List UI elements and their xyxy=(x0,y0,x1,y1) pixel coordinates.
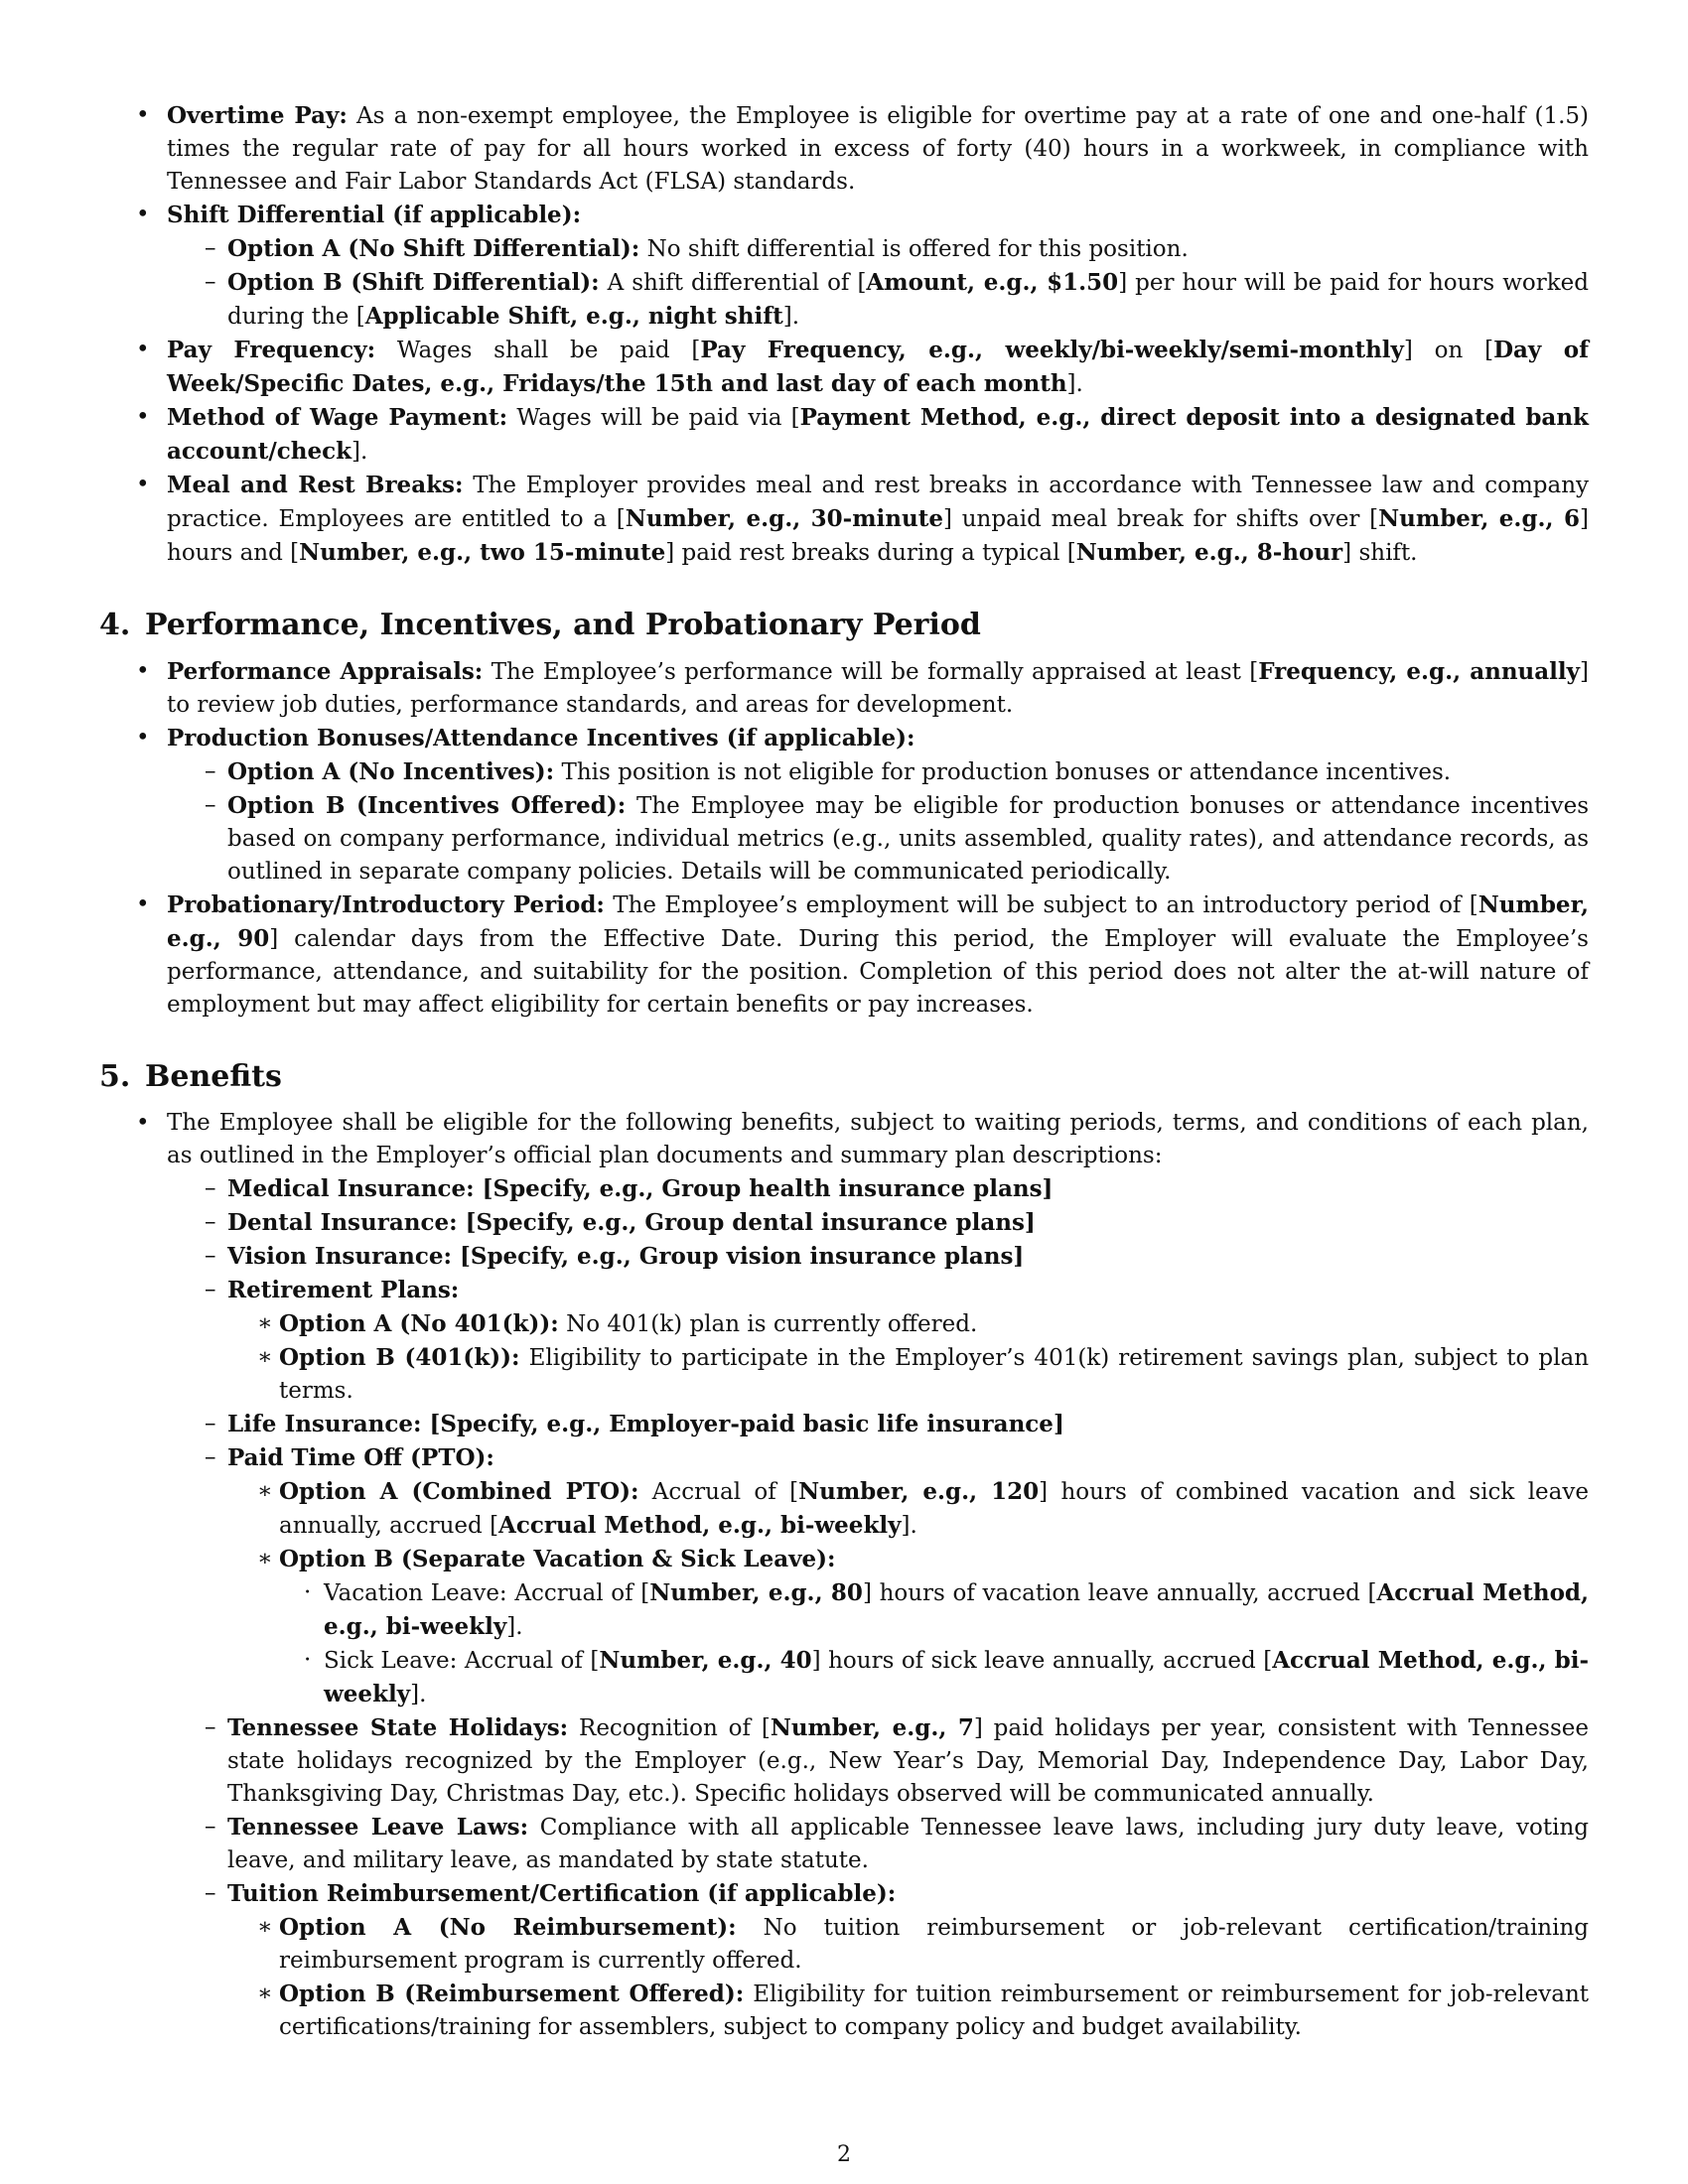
text: ]. xyxy=(782,304,800,330)
placeholder: Number, e.g., 8-hour xyxy=(1075,539,1343,566)
text: ]. xyxy=(901,1513,917,1539)
text: ] paid rest breaks during a typical [ xyxy=(665,540,1076,566)
sick-leave xyxy=(279,1644,1589,1711)
retirement-options xyxy=(227,1307,1589,1408)
shift-opt-a-label: Option A (No Shift Differential): xyxy=(227,235,640,262)
text: ] hours of vacation leave annually, accrued [ xyxy=(862,1580,1377,1606)
text: ]. xyxy=(410,1682,427,1707)
text: Wages will be paid via [ xyxy=(516,405,800,431)
bullet-marker: • xyxy=(136,102,150,128)
dash-marker: – xyxy=(205,758,216,784)
list-item-benefits xyxy=(99,1107,1589,2044)
vacation-leave xyxy=(279,1576,1589,1644)
placeholder: Day of Week/Specific Dates, e.g., Fridays/the 15th and last day of each month xyxy=(167,337,1589,397)
shift-opt-b-label: Option B (Shift Differential): xyxy=(227,269,600,296)
shift-option-a xyxy=(167,232,1589,266)
placeholder: Number, e.g., 30-minute xyxy=(625,505,943,532)
vision-text: Vision Insurance: [Specify, e.g., Group vision insurance plans] xyxy=(227,1243,1025,1270)
dot-marker: · xyxy=(304,1579,312,1605)
bonus-option-a xyxy=(167,755,1589,789)
shift-opt-a-text: No shift differential is offered for this position. xyxy=(646,236,1189,262)
text: ] on [ xyxy=(1403,338,1494,363)
breaks-label: Meal and Rest Breaks: xyxy=(167,472,464,498)
text: A shift differential of [ xyxy=(607,270,867,296)
benefit-tuition xyxy=(167,1877,1589,2044)
tui-opt-b-label: Option B (Reimbursement Offered): xyxy=(279,1980,745,2007)
ret-opt-b-text: Eligibility to participate in the Employer’s 401(k) retirement savings plan, subject to plan terms. xyxy=(279,1345,1590,1404)
bonus-label: Production Bonuses/Attendance Incentives (if applicable): xyxy=(167,725,915,751)
pto-label: Paid Time Off (PTO): xyxy=(227,1444,494,1471)
bonus-opt-a-text: This position is not eligible for production bonuses or attendance incentives. xyxy=(561,759,1452,785)
benefit-medical xyxy=(167,1172,1589,1206)
benefits-list xyxy=(99,1107,1589,2044)
dash-marker: – xyxy=(205,1243,216,1269)
dash-marker: – xyxy=(205,1880,216,1906)
text: ] shift. xyxy=(1342,540,1418,566)
pto-options xyxy=(227,1475,1589,1711)
pto-option-a xyxy=(227,1475,1589,1543)
text: ] hours of combined vacation and sick leave annually, accrued [ xyxy=(279,1479,1589,1539)
holidays-label: Tennessee State Holidays: xyxy=(227,1714,569,1741)
star-marker: ∗ xyxy=(257,1344,273,1370)
pto-opt-b-label: Option B (Separate Vacation & Sick Leave): xyxy=(279,1546,836,1572)
list-item-appraisals xyxy=(99,655,1589,722)
tuition-options xyxy=(227,1911,1589,2044)
star-marker: ∗ xyxy=(257,1546,273,1571)
dash-marker: – xyxy=(205,235,216,261)
placeholder: Payment Method, e.g., direct deposit into a designated bank account/check xyxy=(167,404,1589,465)
star-marker: ∗ xyxy=(257,1310,273,1336)
list-item-pay-frequency xyxy=(99,334,1589,401)
benefit-holidays xyxy=(167,1711,1589,1811)
text: Vacation Leave: Accrual of [ xyxy=(324,1580,650,1606)
dash-marker: – xyxy=(205,269,216,295)
star-marker: ∗ xyxy=(257,1914,273,1940)
text: ] to review job duties, performance standards, and areas for development. xyxy=(167,659,1590,718)
bullet-marker: • xyxy=(136,472,150,497)
tuition-label: Tuition Reimbursement/Certification (if applicable): xyxy=(227,1880,897,1907)
benefit-life xyxy=(167,1408,1589,1441)
section-title: Performance, Incentives, and Probationary Period xyxy=(145,608,981,642)
shift-label: Shift Differential (if applicable): xyxy=(167,202,582,228)
bullet-marker: • xyxy=(136,202,150,227)
payfreq-label: Pay Frequency: xyxy=(167,337,376,363)
text: ]. xyxy=(1066,371,1083,397)
benefit-dental xyxy=(167,1206,1589,1240)
placeholder: Accrual Method, e.g., bi-weekly xyxy=(324,1647,1589,1707)
text: ]. xyxy=(506,1614,523,1640)
list-item-probation xyxy=(99,888,1589,1022)
text: ] hours of sick leave annually, accrued [ xyxy=(811,1648,1273,1674)
dash-marker: – xyxy=(205,1209,216,1235)
dash-marker: – xyxy=(205,1411,216,1436)
list-item-bonuses xyxy=(99,722,1589,888)
method-label: Method of Wage Payment: xyxy=(167,404,508,431)
tuition-option-a xyxy=(227,1911,1589,1978)
ret-opt-b-label: Option B (401(k)): xyxy=(279,1344,520,1371)
dot-marker: · xyxy=(304,1647,312,1673)
section-number: 5. xyxy=(99,1059,131,1094)
benefits-intro: The Employee shall be eligible for the following benefits, subject to waiting periods, terms, and conditions of each plan, as outlined in the Employer’s official plan documents and summary plan descriptions: xyxy=(167,1110,1589,1168)
bullet-marker: • xyxy=(136,404,150,430)
bonus-opt-a-label: Option A (No Incentives): xyxy=(227,758,555,785)
placeholder: Amount, e.g., $1.50 xyxy=(866,269,1119,296)
dental-text: Dental Insurance: [Specify, e.g., Group dental insurance plans] xyxy=(227,1209,1036,1236)
bullet-marker: • xyxy=(136,337,150,362)
star-marker: ∗ xyxy=(257,1980,273,2006)
placeholder: Number, e.g., 6 xyxy=(1378,505,1580,532)
pto-opt-a-label: Option A (Combined PTO): xyxy=(279,1478,639,1505)
placeholder: Applicable Shift, e.g., night shift xyxy=(364,303,783,330)
section-title: Benefits xyxy=(145,1059,282,1094)
placeholder: Pay Frequency, e.g., weekly/bi-weekly/semi-monthly xyxy=(700,337,1404,363)
text: Sick Leave: Accrual of [ xyxy=(324,1648,600,1674)
text: ] calendar days from the Effective Date. During this period, the Employer will evaluate the Employee’s performance, attendance, and suitability for the position. Completion of this period does not alter the at-will nature of employment but may affect eligibility for certain benefits or pay increases. xyxy=(167,926,1589,1018)
section-number: 4. xyxy=(99,608,131,642)
retirement-label: Retirement Plans: xyxy=(227,1277,460,1303)
life-text: Life Insurance: [Specify, e.g., Employer-paid basic life insurance] xyxy=(227,1411,1064,1437)
bonus-option-b xyxy=(167,789,1589,888)
placeholder: Number, e.g., two 15-minute xyxy=(299,539,666,566)
retirement-option-b xyxy=(227,1341,1589,1408)
dash-marker: – xyxy=(205,792,216,818)
text: ] unpaid meal break for shifts over [ xyxy=(943,506,1379,532)
list-item-overtime xyxy=(99,99,1589,199)
pto-separate-leave xyxy=(279,1576,1589,1711)
leave-text: Compliance with all applicable Tennessee leave laws, including jury duty leave, voting leave, and military leave, as mandated by state statute. xyxy=(227,1815,1590,1873)
pto-option-b xyxy=(227,1543,1589,1711)
dash-marker: – xyxy=(205,1175,216,1201)
placeholder: Number, e.g., 120 xyxy=(798,1478,1040,1505)
benefit-pto xyxy=(167,1441,1589,1711)
benefit-vision xyxy=(167,1240,1589,1274)
bonus-opt-b-text: The Employee may be eligible for production bonuses or attendance incentives based on company performance, individual metrics (e.g., units assembled, quality rates), and attendance records, as outlined in separate company policies. Details will be communicated periodically. xyxy=(227,793,1590,885)
prob-label: Probationary/Introductory Period: xyxy=(167,891,605,918)
bullet-marker: • xyxy=(136,1110,150,1136)
star-marker: ∗ xyxy=(257,1478,273,1504)
leave-label: Tennessee Leave Laws: xyxy=(227,1814,529,1841)
text: ] paid holidays per year, consistent with Tennessee state holidays recognized by the Employer (e.g., New Year’s Day, Memorial Day, Independence Day, Labor Day, Thanksgiving Day, Christmas Day, etc.). Specific holidays observed will be communicated annually. xyxy=(227,1715,1589,1807)
section-heading-4 xyxy=(99,608,1589,643)
list-item-shift-differential xyxy=(99,199,1589,334)
bonus-options xyxy=(167,755,1589,888)
medical-text: Medical Insurance: [Specify, e.g., Group health insurance plans] xyxy=(227,1175,1054,1202)
dash-marker: – xyxy=(205,1444,216,1470)
bullet-marker: • xyxy=(136,891,150,917)
tui-opt-b-text: Eligibility for tuition reimbursement or reimbursement for job-relevant certifications/training for assemblers, subject to company policy and budget availability. xyxy=(279,1981,1590,2040)
retirement-option-a xyxy=(227,1307,1589,1341)
benefit-leave-laws xyxy=(167,1811,1589,1877)
text: ] hours and [ xyxy=(167,506,1589,566)
text: Accrual of [ xyxy=(651,1479,799,1505)
placeholder: Accrual Method, e.g., bi-weekly xyxy=(324,1579,1589,1640)
placeholder: Accrual Method, e.g., bi-weekly xyxy=(498,1512,902,1539)
list-item-wage-payment xyxy=(99,401,1589,469)
dash-marker: – xyxy=(205,1277,216,1302)
shift-option-b xyxy=(167,266,1589,334)
text: Recognition of [ xyxy=(579,1715,771,1741)
text: The Employer provides meal and rest breaks in accordance with Tennessee law and company practice. Employees are entitled to a [ xyxy=(167,473,1589,532)
list-item-breaks xyxy=(99,469,1589,570)
text: The Employee’s performance will be formally appraised at least [ xyxy=(491,659,1259,685)
bonus-opt-b-label: Option B (Incentives Offered): xyxy=(227,792,627,819)
text: ]. xyxy=(352,439,368,465)
placeholder: Number, e.g., 40 xyxy=(599,1647,812,1674)
page-number: 2 xyxy=(837,2142,851,2167)
tui-opt-a-text: No tuition reimbursement or job-relevant certification/training reimbursement program is currently offered. xyxy=(279,1915,1590,1974)
ret-opt-a-text: No 401(k) plan is currently offered. xyxy=(566,1311,978,1337)
text: The Employee’s employment will be subject to an introductory period of [ xyxy=(613,892,1478,918)
bullet-marker: • xyxy=(136,725,150,751)
placeholder: Number, e.g., 80 xyxy=(649,1579,863,1606)
benefit-retirement xyxy=(167,1274,1589,1408)
overtime-label: Overtime Pay: xyxy=(167,102,348,129)
dash-marker: – xyxy=(205,1714,216,1740)
ret-opt-a-label: Option A (No 401(k)): xyxy=(279,1310,559,1337)
document-page xyxy=(99,99,1589,2044)
overtime-text: As a non-exempt employee, the Employee is eligible for overtime pay at a rate of one and one-half (1.5) times the regular rate of pay for all hours worked in excess of forty (40) hours in a workweek, in compliance with Tennessee and Fair Labor Standards Act (FLSA) standards. xyxy=(167,103,1589,195)
placeholder: Number, e.g., 90 xyxy=(167,891,1590,952)
pay-list xyxy=(99,99,1589,570)
text: ] per hour will be paid for hours worked during the [ xyxy=(227,270,1590,330)
placeholder: Number, e.g., 7 xyxy=(770,1714,974,1741)
appraisal-label: Performance Appraisals: xyxy=(167,658,484,685)
shift-options xyxy=(167,232,1589,334)
bullet-marker: • xyxy=(136,658,150,684)
text: Wages shall be paid [ xyxy=(396,338,701,363)
dash-marker: – xyxy=(205,1814,216,1840)
section-heading-5 xyxy=(99,1059,1589,1095)
tuition-option-b xyxy=(227,1978,1589,2044)
benefits-sublist xyxy=(167,1172,1589,2044)
tui-opt-a-label: Option A (No Reimbursement): xyxy=(279,1914,737,1941)
placeholder: Frequency, e.g., annually xyxy=(1258,658,1581,685)
performance-list xyxy=(99,655,1589,1022)
